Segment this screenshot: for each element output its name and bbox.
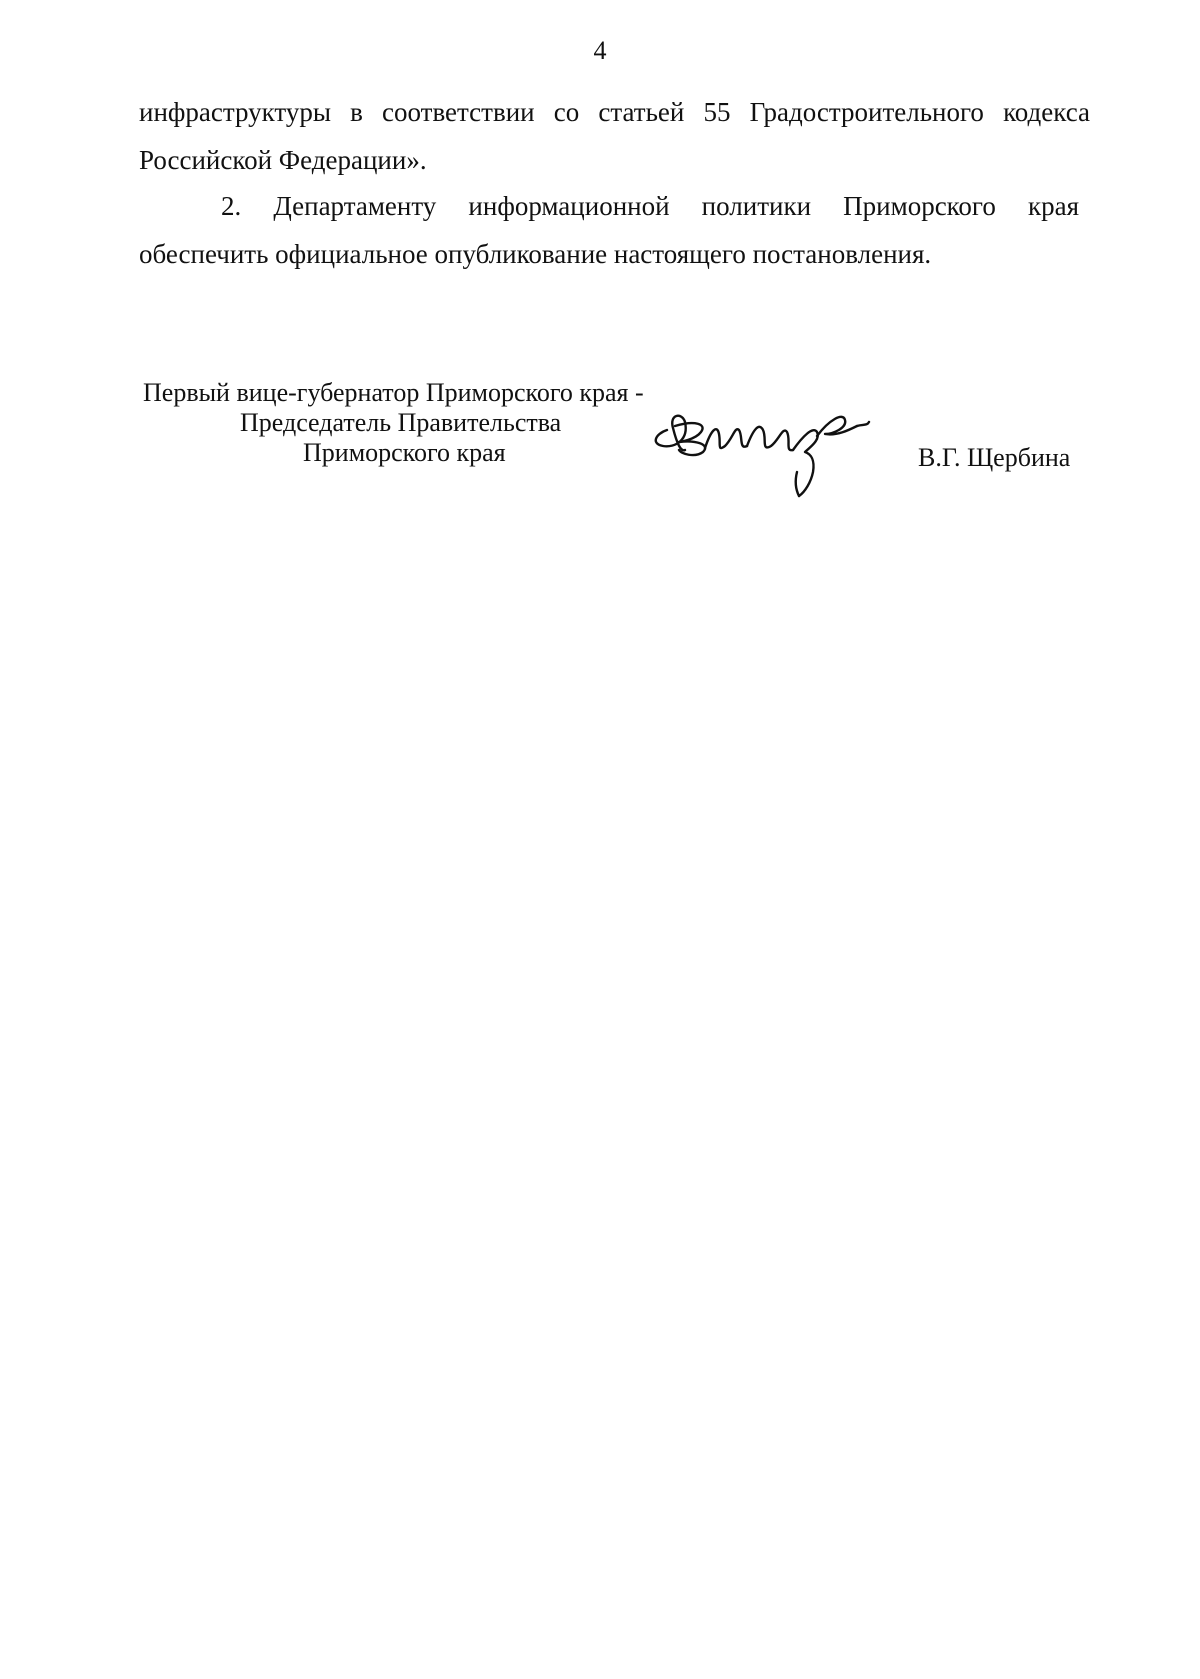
- paragraph-item-2: 2. Департаменту информационной политики Приморского края обеспечить официальное опубликование настоящего постановления.: [139, 191, 1079, 269]
- signatory-position: [143, 378, 644, 468]
- signatory-name: В.Г. Щербина: [918, 443, 1071, 472]
- paragraph-continued: инфраструктуры в соответствии со статьей 55 Градостроительного кодекса Российской Федерации».: [139, 97, 1090, 175]
- page-number: 4: [593, 36, 607, 65]
- position-line-1: Первый вице-губернатор Приморского края -: [143, 378, 644, 407]
- position-line-3: Приморского края: [303, 438, 506, 467]
- position-line-2: Председатель Правительства: [240, 408, 562, 437]
- handwritten-signature: [645, 400, 885, 500]
